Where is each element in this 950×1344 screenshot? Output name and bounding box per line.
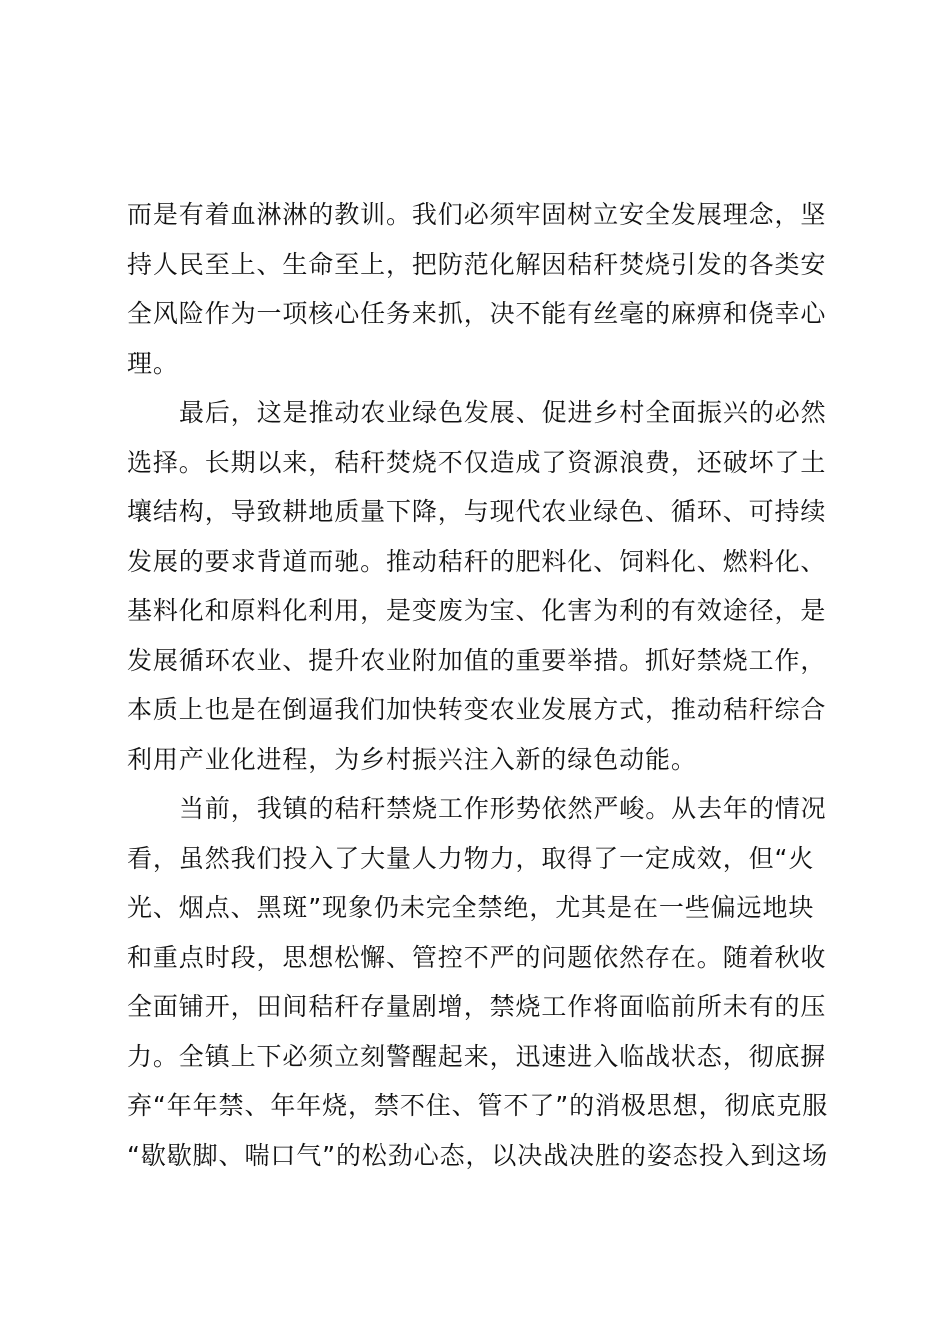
text-line: 壤结构，导致耕地质量下降，与现代农业绿色、循环、可持续 (127, 497, 827, 526)
text-line: 和重点时段，思想松懈、管控不严的问题依然存在。随着秋收 (127, 942, 827, 972)
text-line: 最后，这是推动农业绿色发展、促进乡村全面振兴的必然 (179, 398, 827, 427)
text-line: 看，虽然我们投入了大量人力物力，取得了一定成效，但“火 (127, 843, 815, 873)
text-line: 力。全镇上下必须立刻警醒起来，迅速进入临战状态，彻底摒 (127, 1041, 827, 1071)
text-line: 全面铺开，田间秸秆存量剧增，禁烧工作将面临前所未有的压 (127, 992, 827, 1021)
text-line: 理。 (127, 348, 179, 378)
paragraph-2 (127, 388, 827, 784)
text-line: 光、烟点、黑斑”现象仍未完全禁绝，尤其是在一些偏远地块 (127, 893, 815, 922)
text-line: “歇歇脚、喘口气”的松劲心态，以决战决胜的姿态投入到这场 (127, 1140, 829, 1170)
text-line: 持人民至上、生命至上，把防范化解因秸秆焚烧引发的各类安 (127, 249, 827, 279)
text-line: 发展的要求背道而驰。推动秸秆的肥料化、饲料化、燃料化、 (127, 546, 827, 576)
text-line: 利用产业化进程，为乡村振兴注入新的绿色动能。 (127, 744, 697, 774)
text-line: 基料化和原料化利用，是变废为宝、化害为利的有效途径，是 (127, 596, 827, 625)
paragraph-1 (127, 190, 827, 388)
text-line: 发展循环农业、提升农业附加值的重要举措。抓好禁烧工作， (127, 645, 827, 675)
text-line: 全风险作为一项核心任务来抓，决不能有丝毫的麻痹和侥幸心 (127, 299, 827, 328)
text-line: 弃“年年禁、年年烧，禁不住、管不了”的消极思想，彻底克服 (127, 1091, 829, 1120)
text-line: 当前，我镇的秸秆禁烧工作形势依然严峻。从去年的情况 (179, 794, 827, 823)
document-body (127, 190, 827, 1180)
text-line: 本质上也是在倒逼我们加快转变农业发展方式，推动秸秆综合 (127, 695, 827, 724)
text-line: 选择。长期以来，秸秆焚烧不仅造成了资源浪费，还破坏了土 (127, 447, 827, 477)
paragraph-3 (127, 784, 827, 1180)
text-line: 而是有着血淋淋的教训。我们必须牢固树立安全发展理念，坚 (127, 200, 827, 229)
